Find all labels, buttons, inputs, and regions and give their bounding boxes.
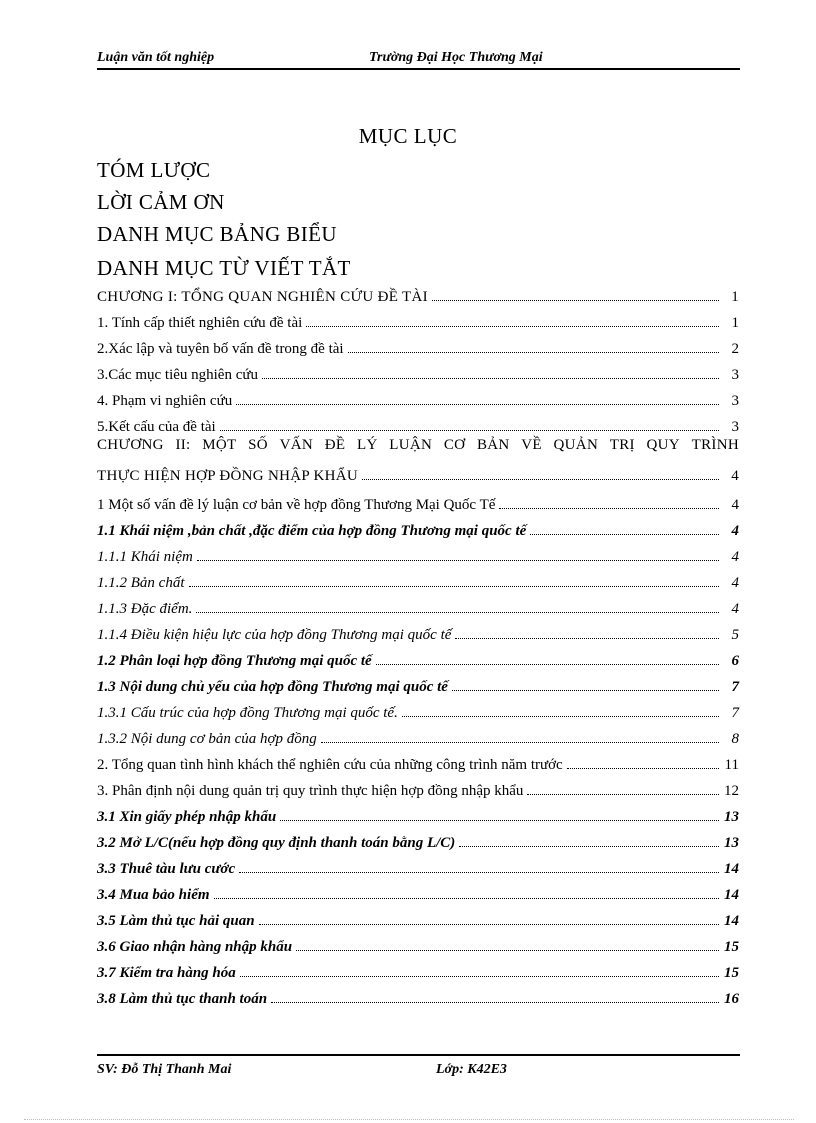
dot-leader	[280, 819, 719, 821]
dot-leader	[432, 299, 719, 301]
toc-entry	[97, 414, 739, 436]
toc-entry-page: 14	[724, 887, 739, 903]
chapter-2-heading-word: CHƯƠNG	[97, 437, 164, 453]
dot-leader	[240, 975, 719, 977]
dot-leader	[259, 923, 719, 925]
toc-entry-label: 3.7 Kiểm tra hàng hóa	[97, 965, 236, 981]
toc-entry-label: CHƯƠNG I: TỔNG QUAN NGHIÊN CỨU ĐỀ TÀI	[97, 289, 428, 305]
toc-entry-page: 8	[731, 731, 739, 747]
dot-leader	[321, 741, 719, 743]
toc-entry-page: 15	[724, 939, 739, 955]
toc-entry-page: 12	[724, 783, 739, 799]
chapter-2-heading-word: MỘT	[202, 437, 237, 453]
dot-leader	[499, 507, 719, 509]
toc-entry	[97, 700, 739, 722]
toc-entry-label: 3.5 Làm thủ tục hải quan	[97, 913, 255, 929]
toc-entry-page: 13	[724, 835, 739, 851]
toc-entry-label: 3.4 Mua bảo hiểm	[97, 887, 210, 903]
toc-entry	[97, 362, 739, 384]
footer-class: Lớp: K42E3	[436, 1062, 507, 1077]
dot-leader	[214, 897, 719, 899]
dot-leader	[236, 403, 719, 405]
toc-entry-page: 7	[731, 679, 739, 695]
toc-entry-page: 3	[731, 367, 739, 383]
chapter-2-heading-word: LUẬN	[389, 437, 433, 453]
footer-student-name: SV: Đỗ Thị Thanh Mai	[97, 1062, 232, 1077]
toc-entry-label: 1.1.2 Bản chất	[97, 575, 185, 591]
dot-leader	[455, 637, 719, 639]
dot-leader	[239, 871, 719, 873]
toc-entry	[97, 518, 739, 540]
dot-leader	[189, 585, 720, 587]
toc-entry-label: 3.Các mục tiêu nghiên cứu	[97, 367, 259, 383]
toc-entry-label: 1.3.1 Cấu trúc của hợp đồng Thương mại quốc tế.	[97, 705, 398, 721]
front-matter-acknowledgement: LỜI CẢM ƠN	[97, 190, 225, 214]
toc-entry-page: 15	[724, 965, 739, 981]
toc-entry	[97, 622, 739, 644]
toc-entry-label: 1.2 Phân loại hợp đồng Thương mại quốc tế	[97, 653, 372, 669]
toc-entry	[97, 336, 739, 358]
toc-entry-label: 3.8 Làm thủ tục thanh toán	[97, 991, 268, 1007]
toc-entry-page: 6	[731, 653, 739, 669]
chapter-2-heading-word: ĐỀ	[324, 437, 346, 453]
toc-entry-page: 7	[731, 705, 739, 721]
toc-entry	[97, 934, 739, 956]
dot-leader	[348, 351, 719, 353]
toc-entry	[97, 648, 739, 670]
toc-entry	[97, 778, 739, 800]
toc-entry-page: 4	[731, 575, 739, 591]
toc-entry-label: 1.1.4 Điều kiện hiệu lực của hợp đồng Thương mại quốc tế	[97, 627, 452, 643]
toc-entry	[97, 726, 739, 748]
toc-entry	[97, 908, 739, 930]
chapter-2-heading-word: CƠ	[443, 437, 466, 453]
toc-entry-page: 4	[731, 601, 739, 617]
toc-entry-page: 4	[731, 497, 739, 513]
chapter-2-heading-line-1	[97, 437, 739, 459]
chapter-2-heading-word: VẤN	[279, 437, 314, 453]
dot-leader	[402, 715, 719, 717]
toc-entry	[97, 960, 739, 982]
dot-leader	[530, 533, 719, 535]
toc-entry	[97, 674, 739, 696]
toc-entry	[97, 596, 739, 618]
toc-entry-label: 1 Một số vấn đề lý luận cơ bản về hợp đồng Thương Mại Quốc Tế	[97, 497, 496, 513]
toc-entry	[97, 570, 739, 592]
toc-entry-label: 3.6 Giao nhận hàng nhập khẩu	[97, 939, 293, 955]
chapter-2-heading-line-2	[97, 463, 739, 485]
toc-entry-page: 4	[731, 468, 739, 484]
page-edge-divider	[24, 1119, 794, 1120]
toc-entry-label: 1.1.3 Đặc điểm.	[97, 601, 193, 617]
toc-entry-label: 3.1 Xin giấy phép nhập khẩu	[97, 809, 277, 825]
toc-entry-label: 2. Tổng quan tình hình khách thể nghiên cứu của những công trình năm trước	[97, 757, 563, 773]
chapter-2-heading-word: II:	[175, 437, 191, 453]
toc-entry-label: 1.1.1 Khái niệm	[97, 549, 193, 565]
toc-entry-label: 1.1 Khái niệm ,bản chất ,đặc điểm của hợp đồng Thương mại quốc tế	[97, 523, 527, 539]
toc-entry	[97, 830, 739, 852]
chapter-2-heading-word: TRÌNH	[691, 437, 739, 453]
chapter-2-heading-word: BẢN	[476, 437, 510, 453]
toc-entry-label: 1.3 Nội dung chủ yếu của hợp đồng Thương mại quốc tế	[97, 679, 448, 695]
toc-entry-page: 14	[724, 861, 739, 877]
dot-leader	[459, 845, 719, 847]
toc-entry	[97, 310, 739, 332]
toc-entry	[97, 388, 739, 410]
header-university: Trường Đại Học Thương Mại	[369, 50, 543, 65]
chapter-2-heading-word: QUY	[646, 437, 680, 453]
toc-entry-label: 3.3 Thuê tàu lưu cước	[97, 861, 236, 877]
toc-entry-page: 5	[731, 627, 739, 643]
dot-leader	[262, 377, 719, 379]
dot-leader	[197, 559, 719, 561]
toc-entry	[97, 804, 739, 826]
toc-entry-page: 4	[731, 549, 739, 565]
toc-entry-label: 1. Tính cấp thiết nghiên cứu đề tài	[97, 315, 303, 331]
front-matter-abbreviations: DANH MỤC TỪ VIẾT TẮT	[97, 256, 351, 280]
toc-entry	[97, 492, 739, 514]
toc-entry-label: THỰC HIỆN HỢP ĐỒNG NHẬP KHẨU	[97, 468, 359, 484]
toc-entry-label: 3.2 Mở L/C(nếu hợp đồng quy định thanh toán bằng L/C)	[97, 835, 456, 851]
front-matter-tables-list: DANH MỤC BẢNG BIỂU	[97, 222, 337, 246]
toc-entry-label: 1.3.2 Nội dung cơ bản của hợp đồng	[97, 731, 317, 747]
toc-entry-page: 1	[731, 289, 739, 305]
toc-entry	[97, 882, 739, 904]
toc-entry	[97, 544, 739, 566]
dot-leader	[452, 689, 719, 691]
front-matter-summary: TÓM LƯỢC	[97, 158, 211, 182]
dot-leader	[567, 767, 719, 769]
page-header	[97, 46, 740, 70]
dot-leader	[196, 611, 719, 613]
toc-entry-chapter-1	[97, 284, 739, 306]
header-thesis-label: Luận văn tốt nghiệp	[97, 50, 215, 65]
dot-leader	[271, 1001, 719, 1003]
dot-leader	[220, 429, 719, 431]
chapter-2-heading-word: SỐ	[248, 437, 268, 453]
toc-entry-page: 13	[724, 809, 739, 825]
dot-leader	[527, 793, 719, 795]
dot-leader	[376, 663, 719, 665]
toc-entry-page: 14	[724, 913, 739, 929]
dot-leader	[306, 325, 719, 327]
toc-entry	[97, 752, 739, 774]
toc-entry-page: 3	[731, 393, 739, 409]
toc-entry	[97, 856, 739, 878]
toc-entry-page: 4	[731, 523, 739, 539]
toc-entry-page: 11	[724, 757, 739, 773]
toc-entry-chapter-2	[97, 437, 739, 484]
dot-leader	[296, 949, 719, 951]
page-footer	[97, 1054, 740, 1076]
toc-entry	[97, 986, 739, 1008]
toc-entry-page: 1	[731, 315, 739, 331]
chapter-2-heading-word: VỀ	[521, 437, 542, 453]
toc-entry-page: 16	[724, 991, 739, 1007]
toc-title: MỤC LỤC	[358, 124, 458, 148]
toc-entry-label: 3. Phân định nội dung quản trị quy trình thực hiện hợp đồng nhập khẩu	[97, 783, 524, 799]
toc-entry-label: 4. Phạm vi nghiên cứu	[97, 393, 233, 409]
chapter-2-heading-word: QUẢN	[553, 437, 599, 453]
toc-entry-label: 2.Xác lập và tuyên bố vấn đề trong đề tài	[97, 341, 344, 357]
toc-entry-label: 5.Kết cấu của đề tài	[97, 419, 216, 435]
dot-leader	[362, 478, 719, 480]
toc-entry-page: 2	[731, 341, 739, 357]
chapter-2-heading-word: LÝ	[357, 437, 378, 453]
chapter-2-heading-word: TRỊ	[609, 437, 635, 453]
toc-entry-page: 3	[731, 419, 739, 435]
